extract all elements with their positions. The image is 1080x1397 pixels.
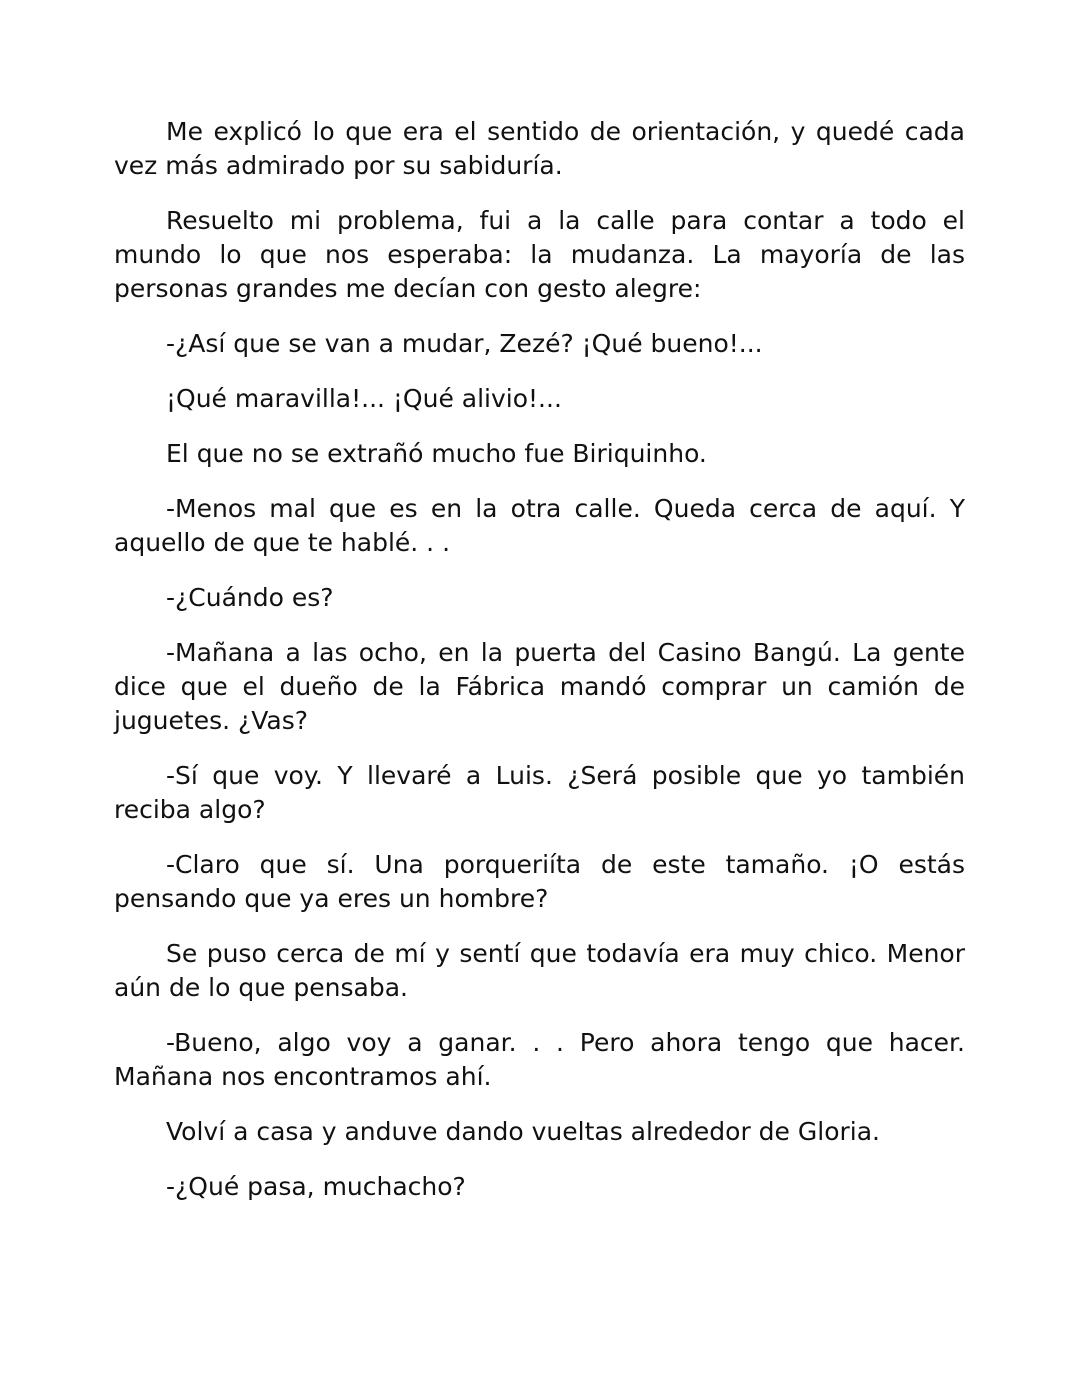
paragraph: Se puso cerca de mí y sentí que todavía era muy chico. Menor aún de lo que pensaba.: [114, 939, 965, 1002]
paragraph: ¡Qué maravilla!... ¡Qué alivio!...: [166, 384, 562, 413]
paragraph: -¿Así que se van a mudar, Zezé? ¡Qué bueno!...: [166, 329, 763, 358]
paragraph: El que no se extrañó mucho fue Biriquinho.: [166, 439, 707, 468]
paragraph: -Sí que voy. Y llevaré a Luis. ¿Será posible que yo también reciba algo?: [114, 761, 965, 824]
paragraph: Resuelto mi problema, fui a la calle para contar a todo el mundo lo que nos esperaba: la mudanza. La mayoría de las personas grandes me decían con gesto alegre:: [114, 206, 965, 303]
paragraph: -Bueno, algo voy a ganar. . . Pero ahora tengo que hacer. Mañana nos encontramos ahí.: [114, 1028, 965, 1091]
paragraph: -¿Cuándo es?: [166, 583, 334, 612]
paragraph: -Claro que sí. Una porqueriíta de este tamaño. ¡O estás pensando que ya eres un hombre?: [114, 850, 965, 913]
paragraph: -¿Qué pasa, muchacho?: [166, 1172, 466, 1201]
document-page: [114, 115, 965, 1225]
paragraph: -Mañana a las ocho, en la puerta del Casino Bangú. La gente dice que el dueño de la Fábrica mandó comprar un camión de juguetes. ¿Vas?: [114, 638, 965, 735]
paragraph: -Menos mal que es en la otra calle. Queda cerca de aquí. Y aquello de que te hablé. . .: [114, 494, 965, 557]
paragraph: Volví a casa y anduve dando vueltas alrededor de Gloria.: [166, 1117, 880, 1146]
paragraph: Me explicó lo que era el sentido de orientación, y quedé cada vez más admirado por su sabiduría.: [114, 117, 965, 180]
